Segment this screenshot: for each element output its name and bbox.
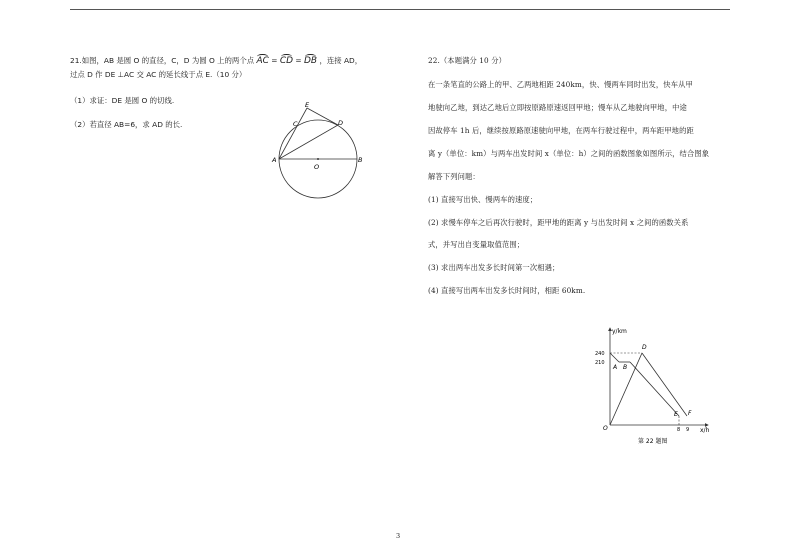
q22-body-line-1: 在一条笔直的公路上的甲、乙两地相距 240km，快、慢两车同时出发，快车从甲	[428, 80, 693, 89]
x-axis-label: x/h	[700, 427, 710, 434]
arc-ac: AC	[256, 56, 269, 66]
q22-body-line-3: 因故停车 1h 后，继续按原路原速驶向甲地，在两车行驶过程中，两车距甲地的距	[428, 126, 694, 135]
x-tick-9: 9	[686, 427, 690, 433]
y-tick-210: 210	[595, 360, 605, 366]
y-tick-240: 240	[595, 351, 605, 357]
q22-body-line-2: 地驶向乙地，到达乙地后立即按原路原速返回甲地；慢车从乙地驶向甲地，中途	[428, 103, 687, 112]
arc-cd: CD	[279, 56, 294, 66]
label-e: E	[305, 101, 310, 109]
label-o: O	[314, 163, 320, 171]
center-dot	[317, 158, 319, 160]
header-rule	[70, 9, 730, 10]
label-b: B	[358, 156, 363, 164]
q21-line1	[70, 56, 362, 66]
fast-car-return	[642, 353, 687, 416]
q21-sub1: （1）求证：DE 是圆 O 的切线.	[70, 96, 175, 105]
label-c: C	[293, 120, 298, 128]
chord-ad	[279, 125, 338, 159]
label-a: A	[272, 156, 277, 164]
q22-body-line-5: 解答下列问题：	[428, 172, 480, 181]
q22-sub3: (3) 求出两车出发多长时间第一次相遇；	[428, 263, 560, 272]
line-de	[307, 108, 338, 125]
point-a-label: A	[613, 364, 618, 371]
slow-car-first	[610, 353, 619, 362]
q22-body-line-4: 离 y（单位：km）与两车出发时间 x（单位：h）之间的函数图象如图所示，结合图象	[428, 149, 710, 158]
q21-line2: 过点 D 作 DE ⊥AC 交 AC 的延长线于点 E.（10 分）	[70, 70, 247, 79]
q22-sub2-line2: 式，并写出自变量取值范围；	[428, 240, 525, 249]
point-e-label: E	[674, 411, 678, 418]
circle-figure	[270, 98, 370, 203]
arc-db: DB	[303, 56, 318, 66]
q21-line1-prefix: 21.如图，AB 是圆 O 的直径，C，D 为圆 O 上的两个点	[70, 56, 255, 65]
q22-sub1: (1) 直接写出快、慢两车的速度；	[428, 195, 538, 204]
point-b-label: B	[623, 364, 628, 371]
eq-sign-1: =	[271, 56, 278, 65]
point-d-label: D	[642, 344, 647, 351]
point-f-label: F	[688, 410, 692, 417]
q22-title: 22.（本题满分 10 分）	[428, 56, 507, 65]
q22-sub2-line1: (2) 求慢车停车之后再次行驶时，距甲地的距离 y 与出发时间 x 之间的函数关系	[428, 218, 689, 227]
origin-label: O	[603, 425, 608, 432]
label-d: D	[338, 119, 344, 127]
q21-sub2: （2）若直径 AB=6，求 AD 的长.	[70, 120, 183, 129]
q21-line1-suffix: ，连接 AD，	[319, 56, 363, 65]
eq-sign-2: =	[295, 56, 302, 65]
q22-sub4: (4) 直接写出两车出发多长时间时，相距 60km.	[428, 286, 586, 295]
y-axis-label: y/km	[612, 328, 627, 335]
function-graph	[592, 324, 722, 449]
x-tick-8: 8	[677, 427, 681, 433]
page-number: 3	[396, 532, 401, 540]
graph-caption: 第 22 题图	[638, 438, 668, 445]
